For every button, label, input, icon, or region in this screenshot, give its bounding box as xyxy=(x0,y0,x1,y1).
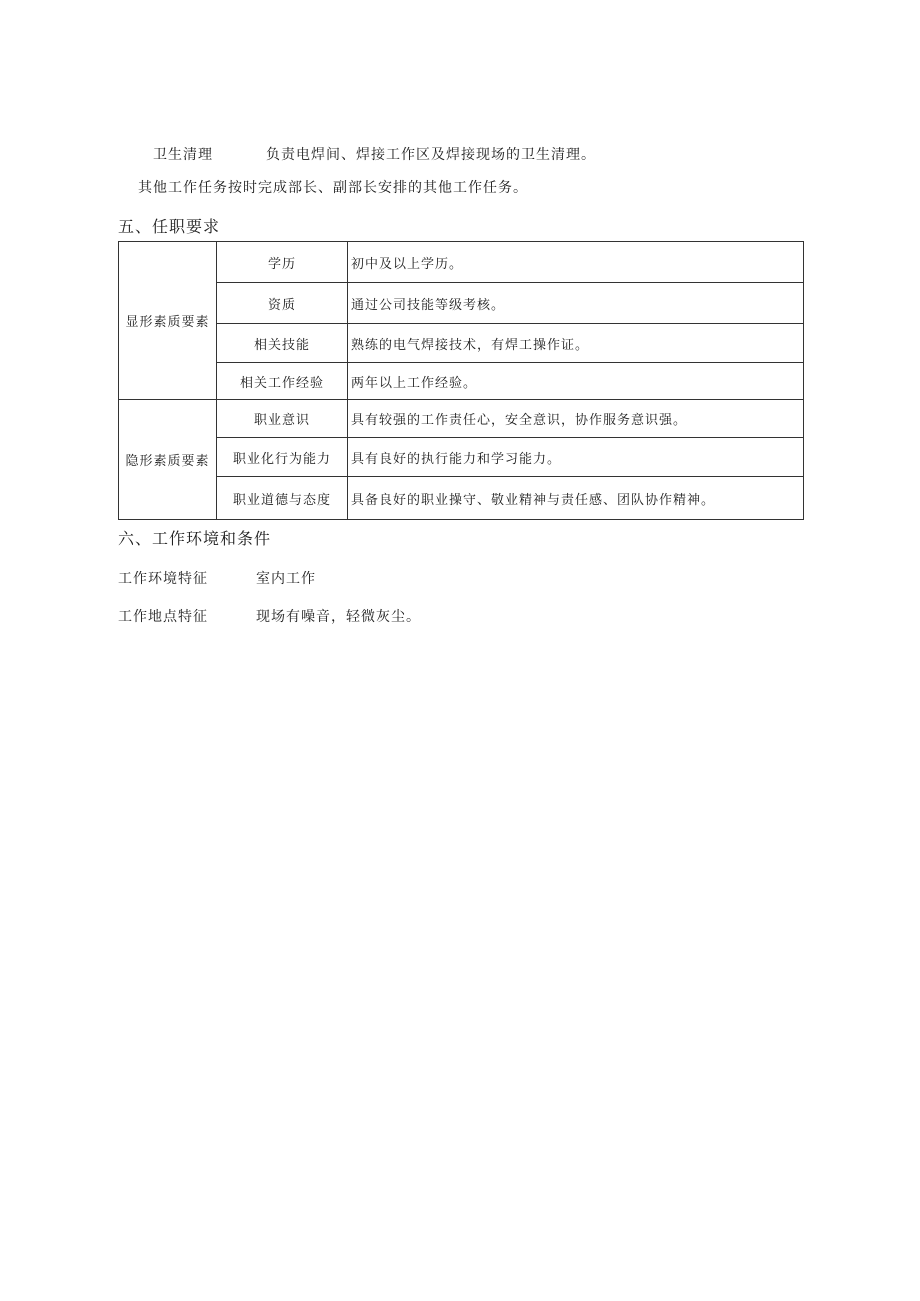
table-row xyxy=(119,242,804,283)
table-row xyxy=(119,438,804,477)
duty-row-cleaning xyxy=(153,144,213,164)
requirement-item: 职业意识 xyxy=(217,400,348,438)
requirement-desc: 具备良好的职业操守、敬业精神与责任感、团队协作精神。 xyxy=(348,477,804,520)
section-heading-requirements: 五、任职要求 xyxy=(118,217,221,236)
requirement-desc: 两年以上工作经验。 xyxy=(348,363,804,400)
env-label: 工作环境特征 xyxy=(118,571,208,587)
requirement-item: 职业化行为能力 xyxy=(217,438,348,477)
section-heading-environment: 六、工作环境和条件 xyxy=(118,529,272,548)
requirement-desc: 熟练的电气焊接技术，有焊工操作证。 xyxy=(348,324,804,363)
duty-description: 负责电焊间、焊接工作区及焊接现场的卫生清理。 xyxy=(266,147,596,163)
duty-desc-cleaning xyxy=(266,144,596,164)
requirement-item: 相关技能 xyxy=(217,324,348,363)
duty-row-other xyxy=(138,177,528,197)
duty-task: 其他工作任务 xyxy=(138,180,228,196)
duty-description: 按时完成部长、副部长安排的其他工作任务。 xyxy=(228,180,528,196)
duty-task: 卫生清理 xyxy=(153,147,213,163)
location-value: 现场有噪音，轻微灰尘。 xyxy=(256,609,421,625)
requirement-item: 职业道德与态度 xyxy=(217,477,348,520)
location-label: 工作地点特征 xyxy=(118,609,208,625)
group-implicit-qualities: 隐形素质要素 xyxy=(119,400,217,520)
requirement-item: 学历 xyxy=(217,242,348,283)
requirements-table xyxy=(118,241,804,520)
table-row xyxy=(119,400,804,438)
requirement-desc: 具有良好的执行能力和学习能力。 xyxy=(348,438,804,477)
requirement-desc: 具有较强的工作责任心，安全意识，协作服务意识强。 xyxy=(348,400,804,438)
env-value: 室内工作 xyxy=(256,571,316,587)
requirement-item: 资质 xyxy=(217,283,348,324)
table-row xyxy=(119,477,804,520)
table-row xyxy=(119,283,804,324)
group-explicit-qualities: 显形素质要素 xyxy=(119,242,217,400)
requirement-desc: 初中及以上学历。 xyxy=(348,242,804,283)
requirement-item: 相关工作经验 xyxy=(217,363,348,400)
requirement-desc: 通过公司技能等级考核。 xyxy=(348,283,804,324)
table-row xyxy=(119,363,804,400)
table-row xyxy=(119,324,804,363)
